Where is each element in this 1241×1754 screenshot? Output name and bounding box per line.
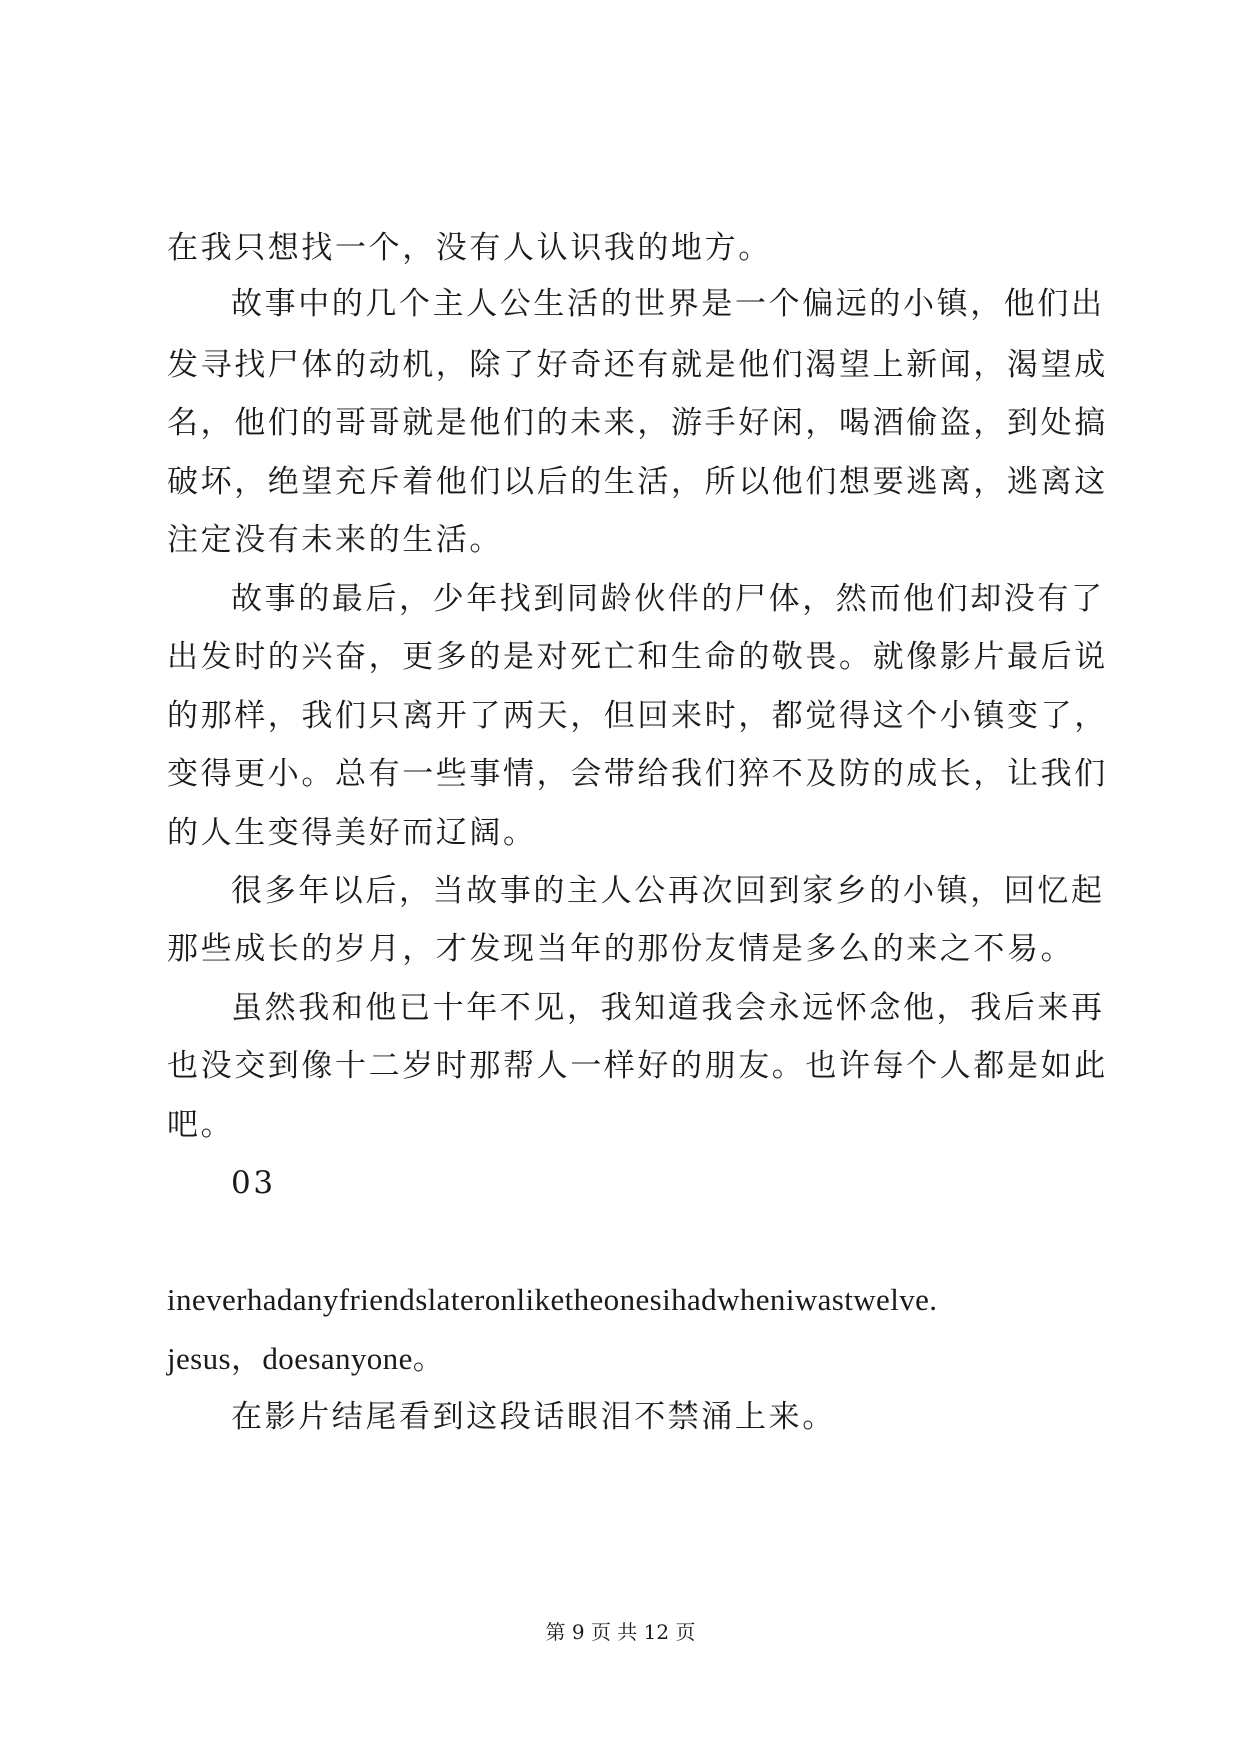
text-line: 的人生变得美好而辽阔。 xyxy=(167,815,537,851)
text-line: 发寻找尸体的动机，除了好奇还有就是他们渴望上新闻，渴望成 xyxy=(167,347,1108,383)
page-footer: 第 9 页 共 12 页 xyxy=(545,1620,696,1644)
text-line: 名，他们的哥哥就是他们的未来，游手好闲，喝酒偷盗，到处搞 xyxy=(167,405,1108,441)
text-line: 也没交到像十二岁时那帮人一样好的朋友。也许每个人都是如此 xyxy=(167,1048,1108,1084)
text-line: 很多年以后，当故事的主人公再次回到家乡的小镇，回忆起 xyxy=(231,873,1105,909)
english-quote-line: jesus，doesanyone。 xyxy=(167,1341,445,1376)
text-line: 故事的最后，少年找到同龄伙伴的尸体，然而他们却没有了 xyxy=(231,581,1105,617)
text-line: 破坏，绝望充斥着他们以后的生活，所以他们想要逃离，逃离这 xyxy=(167,464,1108,500)
text-line: 变得更小。总有一些事情，会带给我们猝不及防的成长，让我们 xyxy=(167,756,1108,792)
text-line: 注定没有未来的生活。 xyxy=(167,522,503,558)
text-line: 吧。 xyxy=(167,1107,235,1143)
section-number: 03 xyxy=(231,1165,276,1201)
text-line: 那些成长的岁月，才发现当年的那份友情是多么的来之不易。 xyxy=(167,931,1075,967)
text-line: 在我只想找一个，没有人认识我的地方。 xyxy=(167,230,772,266)
text-line: 的那样，我们只离开了两天，但回来时，都觉得这个小镇变了， xyxy=(167,698,1108,734)
text-line: 故事中的几个主人公生活的世界是一个偏远的小镇，他们出 xyxy=(231,286,1105,322)
text-line: 在影片结尾看到这段话眼泪不禁涌上来。 xyxy=(231,1399,836,1435)
text-line: 虽然我和他已十年不见，我知道我会永远怀念他，我后来再 xyxy=(231,990,1105,1026)
text-line: 出发时的兴奋，更多的是对死亡和生命的敬畏。就像影片最后说 xyxy=(167,639,1108,675)
english-quote-line: ineverhadanyfriendslateronliketheonesihadwheniwastwelve. xyxy=(167,1282,938,1317)
